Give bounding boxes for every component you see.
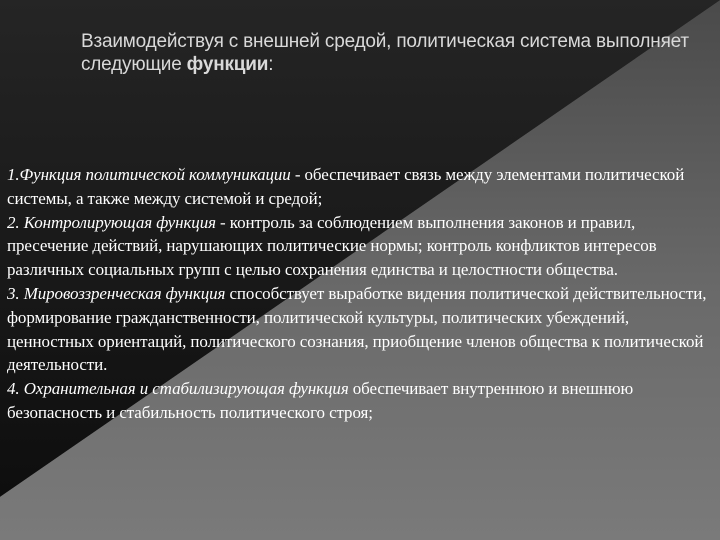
function-item-1 — [7, 165, 684, 208]
slide-body — [7, 163, 712, 425]
function-item-4 — [7, 379, 633, 422]
function-item-2 — [7, 213, 657, 280]
function-heading: 4. Охранительная и стабилизирующая функция — [7, 379, 349, 399]
function-heading: 2. Контролирующая функция — [7, 212, 216, 232]
function-heading: 1.Функция политической коммуникации — [7, 165, 291, 184]
function-item-3 — [7, 284, 706, 374]
slide-title — [81, 30, 691, 76]
function-text: - обеспечивает связь между элементами политической системы, а также между системой и средой; — [7, 165, 685, 208]
function-text: способствует выработке видения политической действительности, формирование гражданственности, политической культуры, политических убеждений, ценностных ориентаций, политического сознания, приобщение членов общества к политической деятельности. — [7, 283, 707, 375]
function-text: обеспечивает внутреннюю и внешнюю безопасность и стабильность политического строя; — [7, 379, 634, 422]
title-bold-word: функции — [186, 54, 269, 75]
title-text: Взаимодействуя с внешней средой, политическая система выполняет следующие — [81, 31, 689, 75]
function-text: - контроль за соблюдением выполнения законов и правил, пресечение действий, нарушающих политические нормы; контроль конфликтов интересов различных социальных групп с целью сохранения единства и целостности общества. — [7, 212, 657, 280]
title-suffix: : — [268, 54, 274, 75]
function-heading: 3. Мировоззренческая функция — [7, 283, 226, 303]
